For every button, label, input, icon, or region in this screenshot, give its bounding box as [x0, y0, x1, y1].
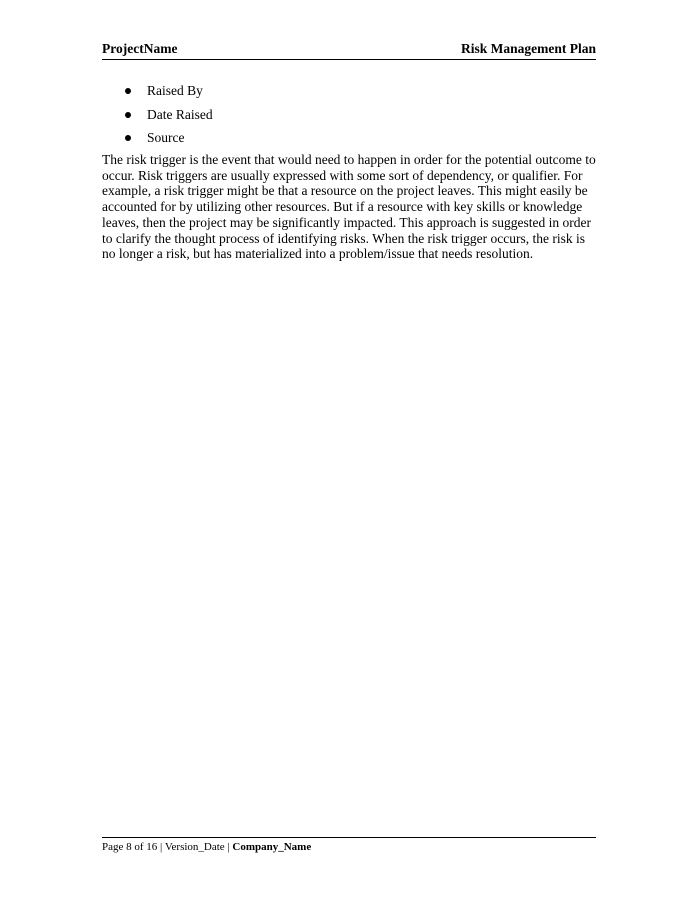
bullet-label: Raised By: [147, 83, 203, 98]
bullet-icon: [125, 112, 131, 118]
body-paragraph: The risk trigger is the event that would need to happen in order for the potential outcome to occur. Risk triggers are usually expressed with some sort of dependency, or qualifier. For example, a risk trigger might be that a resource on the project leaves. This might easily be accounted for by utilizing other resources. But if a resource with key skills or knowledge leaves, then the project may be significantly impacted. This approach is suggested in order to clarify the thought process of identifying risks. When the risk trigger occurs, the risk is no longer a risk, but has materialized into a problem/issue that needs resolution.: [102, 152, 596, 262]
footer-company-name: Company_Name: [232, 841, 312, 853]
header-document-title: Risk Management Plan: [461, 41, 596, 56]
bullet-list: [102, 82, 596, 153]
bullet-label: Source: [147, 130, 185, 145]
header-project-name: ProjectName: [102, 41, 178, 56]
bullet-label: Date Raised: [147, 106, 213, 122]
bullet-icon: [125, 135, 131, 141]
footer-separator: |: [224, 841, 233, 853]
bullet-item-raised-by: [102, 82, 596, 106]
bullet-icon: [125, 88, 131, 94]
page-footer: [102, 837, 596, 854]
footer-version: Version_Date: [164, 841, 225, 853]
bullet-item-date-raised: [102, 106, 596, 130]
page-header: [102, 41, 596, 60]
bullet-item-source: [102, 129, 596, 153]
footer-separator: |: [157, 841, 165, 853]
footer-page-info: Page 8 of 16: [102, 841, 158, 853]
